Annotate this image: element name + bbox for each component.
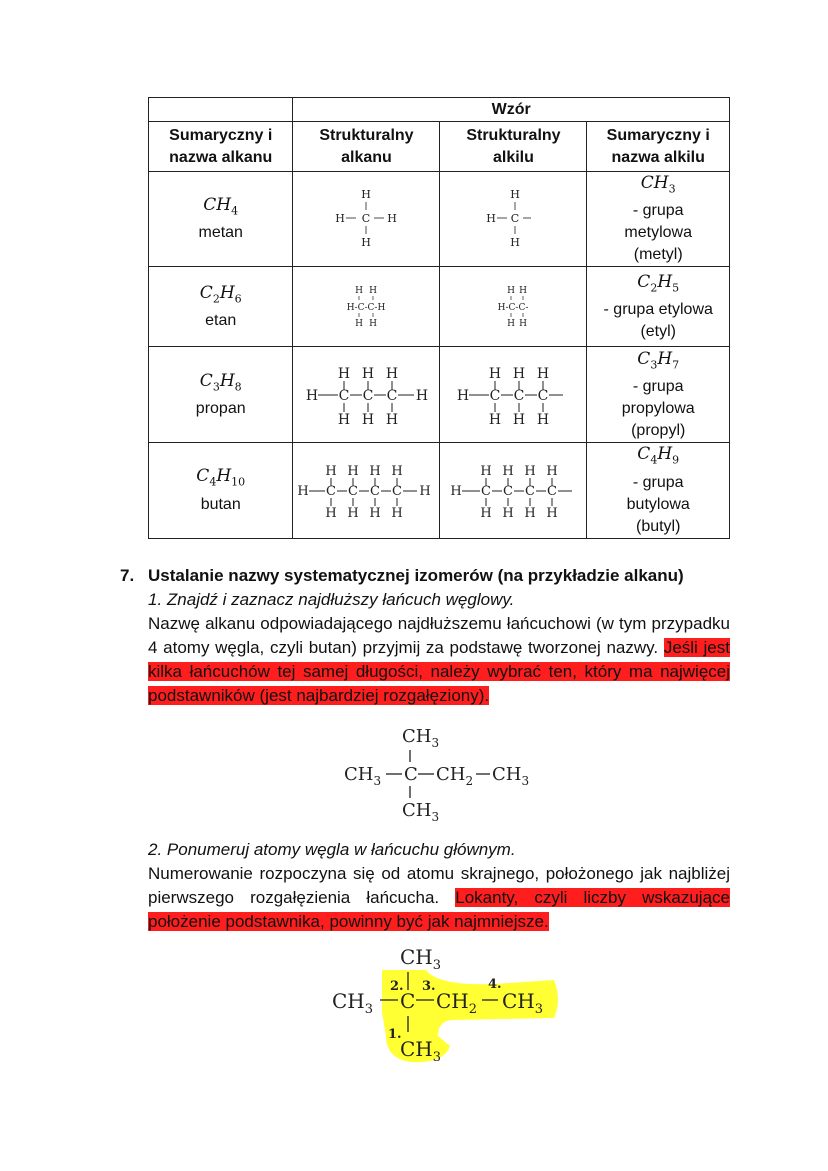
locant-2: 2. bbox=[390, 979, 404, 994]
svg-text:H: H bbox=[362, 411, 375, 428]
svg-text:CH3: $CH_3$ bbox=[402, 800, 440, 822]
alkane-name: butan bbox=[200, 495, 241, 513]
svg-text:H: H bbox=[347, 505, 360, 521]
methane-structure bbox=[293, 172, 440, 267]
svg-text:H: H bbox=[519, 318, 528, 329]
svg-text:C: C bbox=[348, 483, 359, 499]
svg-text:H: H bbox=[386, 411, 399, 428]
svg-text:C: C bbox=[547, 483, 558, 499]
svg-text:H: H bbox=[391, 505, 404, 521]
numbered-isomer-formula bbox=[326, 940, 566, 1066]
isomer-formula bbox=[336, 722, 556, 822]
col-header-alkyl-formula: Sumaryczny i nazwa alkilu bbox=[587, 122, 730, 172]
svg-text:C: C bbox=[404, 764, 418, 785]
red-highlight: Lokanty, czyli liczby wskazujące położenie podstawnika, powinny być jak najmniejsze. bbox=[148, 888, 730, 931]
svg-text:C: C bbox=[538, 387, 549, 404]
svg-text:H: H bbox=[361, 236, 372, 250]
alkyl-cell: $C_3H_7$ - grupa propylowa (propyl) bbox=[587, 347, 730, 443]
svg-text:CH3: $CH_3$ bbox=[400, 1037, 442, 1065]
svg-text:C: C bbox=[387, 387, 398, 404]
svg-text:H: H bbox=[335, 212, 346, 226]
table-row bbox=[149, 172, 730, 267]
svg-text:H: H bbox=[537, 365, 550, 382]
svg-text:H: H bbox=[338, 411, 351, 428]
svg-text:H: H bbox=[510, 236, 521, 250]
svg-text:CH3: $CH_3$ bbox=[502, 989, 544, 1017]
alkyl-cell: $CH_3$ - grupa metylowa (metyl) bbox=[587, 172, 730, 267]
svg-text:H: H bbox=[386, 365, 399, 382]
alkane-name: etan bbox=[205, 312, 237, 330]
svg-text:H: H bbox=[513, 411, 526, 428]
svg-text:H: H bbox=[546, 505, 559, 521]
alkane-cell: $CH_4$ metan bbox=[149, 172, 293, 267]
svg-text:C: C bbox=[326, 483, 337, 499]
svg-text:H: H bbox=[306, 387, 319, 404]
svg-text:H: H bbox=[369, 318, 378, 329]
formula-top-group: $CH_3$ bbox=[402, 726, 440, 750]
svg-text:H: H bbox=[524, 505, 537, 521]
svg-text:H: H bbox=[489, 365, 502, 382]
red-highlight: Jeśli jest kilka łańcuchów tej samej długości, należy wybrać ten, który ma najwięcej podstawników (jest najbardziej rozgałęziony). bbox=[148, 638, 730, 705]
table-row bbox=[149, 443, 730, 538]
alkane-cell: $C_2H_6$ etan bbox=[149, 267, 293, 347]
svg-text:H: H bbox=[457, 387, 470, 404]
svg-text:CH3: $CH_3$ bbox=[344, 764, 382, 788]
svg-text:H: H bbox=[513, 365, 526, 382]
svg-text:C: C bbox=[514, 387, 525, 404]
col-header-alkyl-structure: Strukturalny alkilu bbox=[440, 122, 587, 172]
svg-text:CH2: $CH_2$ bbox=[436, 764, 474, 788]
svg-text:C: C bbox=[503, 483, 514, 499]
locant-3: 3. bbox=[422, 979, 436, 994]
svg-text:H: H bbox=[507, 285, 516, 296]
svg-text:H: H bbox=[297, 483, 310, 499]
ethyl-structure bbox=[440, 267, 587, 347]
alkane-name: propan bbox=[195, 400, 246, 418]
svg-text:H: H bbox=[502, 505, 515, 521]
svg-text:H: H bbox=[347, 463, 360, 479]
svg-text:H: H bbox=[502, 463, 515, 479]
section-7-step-2 bbox=[120, 838, 730, 934]
svg-text:C: C bbox=[511, 212, 520, 226]
svg-text:C: C bbox=[370, 483, 381, 499]
paragraph-2: Numerowanie rozpoczyna się od atomu skrajnego, położonego jak najbliżej pierwszego rozgałęzienia łańcucha. Lokanty, czyli liczby wskazujące położenie podstawnika, powinny być jak najmniejsze. bbox=[148, 864, 730, 931]
svg-text:CH2: $CH_2$ bbox=[436, 989, 478, 1017]
section-title: 7. Ustalanie nazwy systematycznej izomerów (na przykładzie alkanu) bbox=[120, 566, 684, 585]
svg-text:H: H bbox=[369, 285, 378, 296]
butane-structure bbox=[293, 443, 440, 538]
propyl-structure bbox=[440, 347, 587, 443]
svg-text:H: H bbox=[507, 318, 516, 329]
alkane-alkyl-table bbox=[148, 97, 730, 539]
svg-text:H: H bbox=[546, 463, 559, 479]
svg-text:C: C bbox=[525, 483, 536, 499]
section-7 bbox=[120, 564, 730, 708]
svg-text:C: C bbox=[400, 989, 416, 1013]
svg-text:H: H bbox=[537, 411, 550, 428]
svg-text:CH3: $CH_3$ bbox=[492, 764, 530, 788]
svg-text:H: H bbox=[369, 505, 382, 521]
svg-text:CH3: $CH_3$ bbox=[332, 989, 374, 1017]
svg-text:H: H bbox=[355, 285, 364, 296]
butyl-structure bbox=[440, 443, 587, 538]
svg-text:H: H bbox=[325, 463, 338, 479]
svg-text:H: H bbox=[362, 365, 375, 382]
svg-text:H: H bbox=[486, 212, 497, 226]
svg-text:H-C-C-: H-C-C- bbox=[498, 302, 529, 313]
svg-text:C: C bbox=[362, 212, 371, 226]
table-group-header: Wzór bbox=[293, 98, 730, 122]
svg-text:H: H bbox=[361, 188, 372, 202]
svg-text:H: H bbox=[369, 463, 382, 479]
locant-1: 1. bbox=[388, 1027, 402, 1042]
svg-text:H-C-C-H: H-C-C-H bbox=[347, 302, 386, 313]
svg-text:H: H bbox=[419, 483, 432, 499]
alkyl-cell: $C_2H_5$ - grupa etylowa (etyl) bbox=[587, 267, 730, 347]
propane-structure bbox=[293, 347, 440, 443]
svg-text:H: H bbox=[391, 463, 404, 479]
svg-text:H: H bbox=[355, 318, 364, 329]
locant-4: 4. bbox=[488, 977, 502, 992]
col-header-alkane-structure: Strukturalny alkanu bbox=[293, 122, 440, 172]
alkyl-cell: $C_4H_9$ - grupa butylowa (butyl) bbox=[587, 443, 730, 538]
formula-top-group: $CH_3$ bbox=[400, 945, 442, 973]
alkane-cell: $C_3H_8$ propan bbox=[149, 347, 293, 443]
svg-text:H: H bbox=[416, 387, 429, 404]
svg-text:H: H bbox=[338, 365, 351, 382]
svg-text:H: H bbox=[480, 463, 493, 479]
col-header-alkane-formula: Sumaryczny i nazwa alkanu bbox=[149, 122, 293, 172]
svg-text:H: H bbox=[480, 505, 493, 521]
svg-text:C: C bbox=[490, 387, 501, 404]
svg-text:C: C bbox=[363, 387, 374, 404]
svg-text:C: C bbox=[392, 483, 403, 499]
svg-text:H: H bbox=[524, 463, 537, 479]
step-1: 1. Znajdź i zaznacz najdłuższy łańcuch węglowy. bbox=[148, 590, 515, 609]
table-row bbox=[149, 267, 730, 347]
alkane-name: metan bbox=[198, 224, 243, 242]
svg-text:H: H bbox=[325, 505, 338, 521]
svg-text:H: H bbox=[450, 483, 463, 499]
table-row bbox=[149, 347, 730, 443]
methyl-structure bbox=[440, 172, 587, 267]
step-2: 2. Ponumeruj atomy węgla w łańcuchu głównym. bbox=[148, 840, 516, 859]
paragraph-1: Nazwę alkanu odpowiadającego najdłuższemu łańcuchowi (w tym przypadku 4 atomy węgla, czyli butan) przyjmij za podstawę tworzonej nazwy. Jeśli jest kilka łańcuchów tej samej długości, należy wybrać ten, który ma najwięcej podstawników (jest najbardziej rozgałęziony). bbox=[148, 614, 730, 705]
svg-text:H: H bbox=[519, 285, 528, 296]
alkane-cell: $C_4H_{10}$ butan bbox=[149, 443, 293, 538]
svg-text:C: C bbox=[339, 387, 350, 404]
svg-text:C: C bbox=[481, 483, 492, 499]
svg-text:H: H bbox=[387, 212, 398, 226]
svg-text:H: H bbox=[489, 411, 502, 428]
ethane-structure bbox=[293, 267, 440, 347]
svg-text:H: H bbox=[510, 188, 521, 202]
